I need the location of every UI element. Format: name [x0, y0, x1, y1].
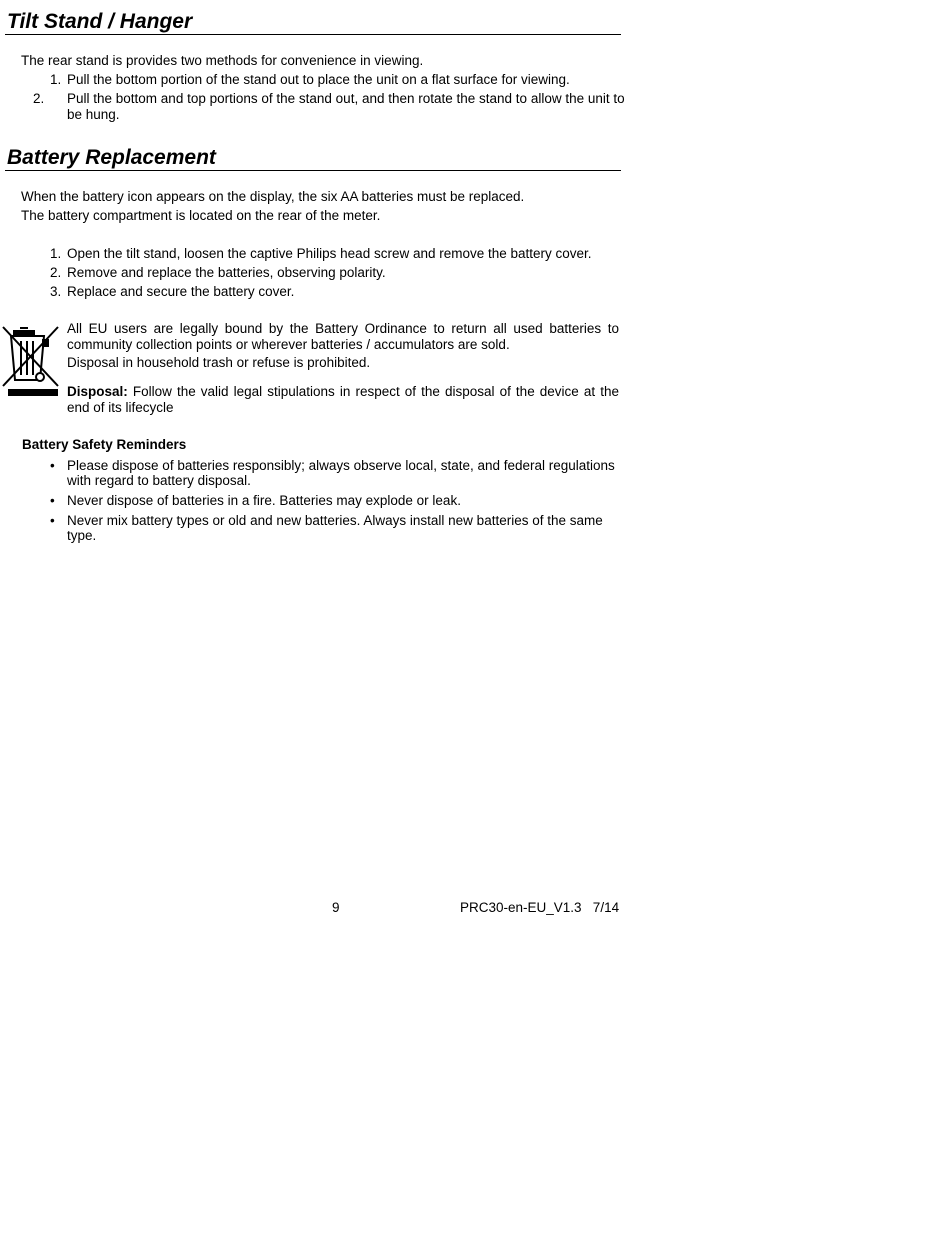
disposal-trash-text: Disposal in household trash or refuse is prohibited. [67, 355, 371, 370]
list-text: Pull the bottom and top portions of the stand out, and then rotate the stand to allow the unit to be hung. [67, 91, 625, 122]
list-text: Pull the bottom portion of the stand out to place the unit on a flat surface for viewing. [67, 72, 570, 87]
list-text: Remove and replace the batteries, observing polarity. [67, 265, 386, 280]
page-number: 9 [332, 900, 340, 915]
bullet-dot: • [50, 493, 55, 508]
bullet-text: Never dispose of batteries in a fire. Batteries may explode or leak. [67, 493, 461, 508]
bullet-dot: • [50, 458, 55, 473]
list-item [50, 265, 622, 281]
list-number: 1. [50, 72, 62, 87]
list-text: Replace and secure the battery cover. [67, 284, 295, 299]
disposal-paragraph [67, 384, 619, 416]
disposal-label: Disposal: [67, 384, 128, 399]
tilt-intro: The rear stand is provides two methods for convenience in viewing. [21, 53, 424, 68]
crossed-out-wheelie-bin-icon [0, 324, 62, 398]
list-number: 2. [50, 265, 62, 280]
section-title-tilt-stand: Tilt Stand / Hanger [5, 10, 621, 35]
eu-battery-ordinance-text: All EU users are legally bound by the Battery Ordinance to return all used batteries to community collection points or wherever batteries / accumulators are sold. [67, 321, 619, 352]
document-id: PRC30-en-EU_V1.3 7/14 [460, 900, 620, 915]
list-number: 1. [50, 246, 62, 261]
section-title-battery-replacement: Battery Replacement [5, 146, 621, 171]
list-item [50, 284, 622, 300]
list-item [33, 91, 627, 123]
bullet-text: Please dispose of batteries responsibly; always observe local, state, and federal regulations with regard to battery disposal. [67, 458, 615, 488]
disposal-text: Follow the valid legal stipulations in respect of the disposal of the device at the end of its lifecycle [67, 384, 619, 415]
list-item [50, 246, 622, 262]
list-text: Open the tilt stand, loosen the captive Philips head screw and remove the battery cover. [67, 246, 592, 261]
list-number: 3. [50, 284, 62, 299]
battery-intro-2: The battery compartment is located on the rear of the meter. [21, 208, 381, 223]
battery-safety-title: Battery Safety Reminders [22, 437, 187, 452]
list-number: 2. [33, 91, 45, 106]
list-item [50, 72, 622, 88]
bullet-dot: • [50, 513, 55, 528]
bullet-text: Never mix battery types or old and new batteries. Always install new batteries of the same type. [67, 513, 603, 543]
battery-intro-1: When the battery icon appears on the display, the six AA batteries must be replaced. [21, 189, 525, 204]
